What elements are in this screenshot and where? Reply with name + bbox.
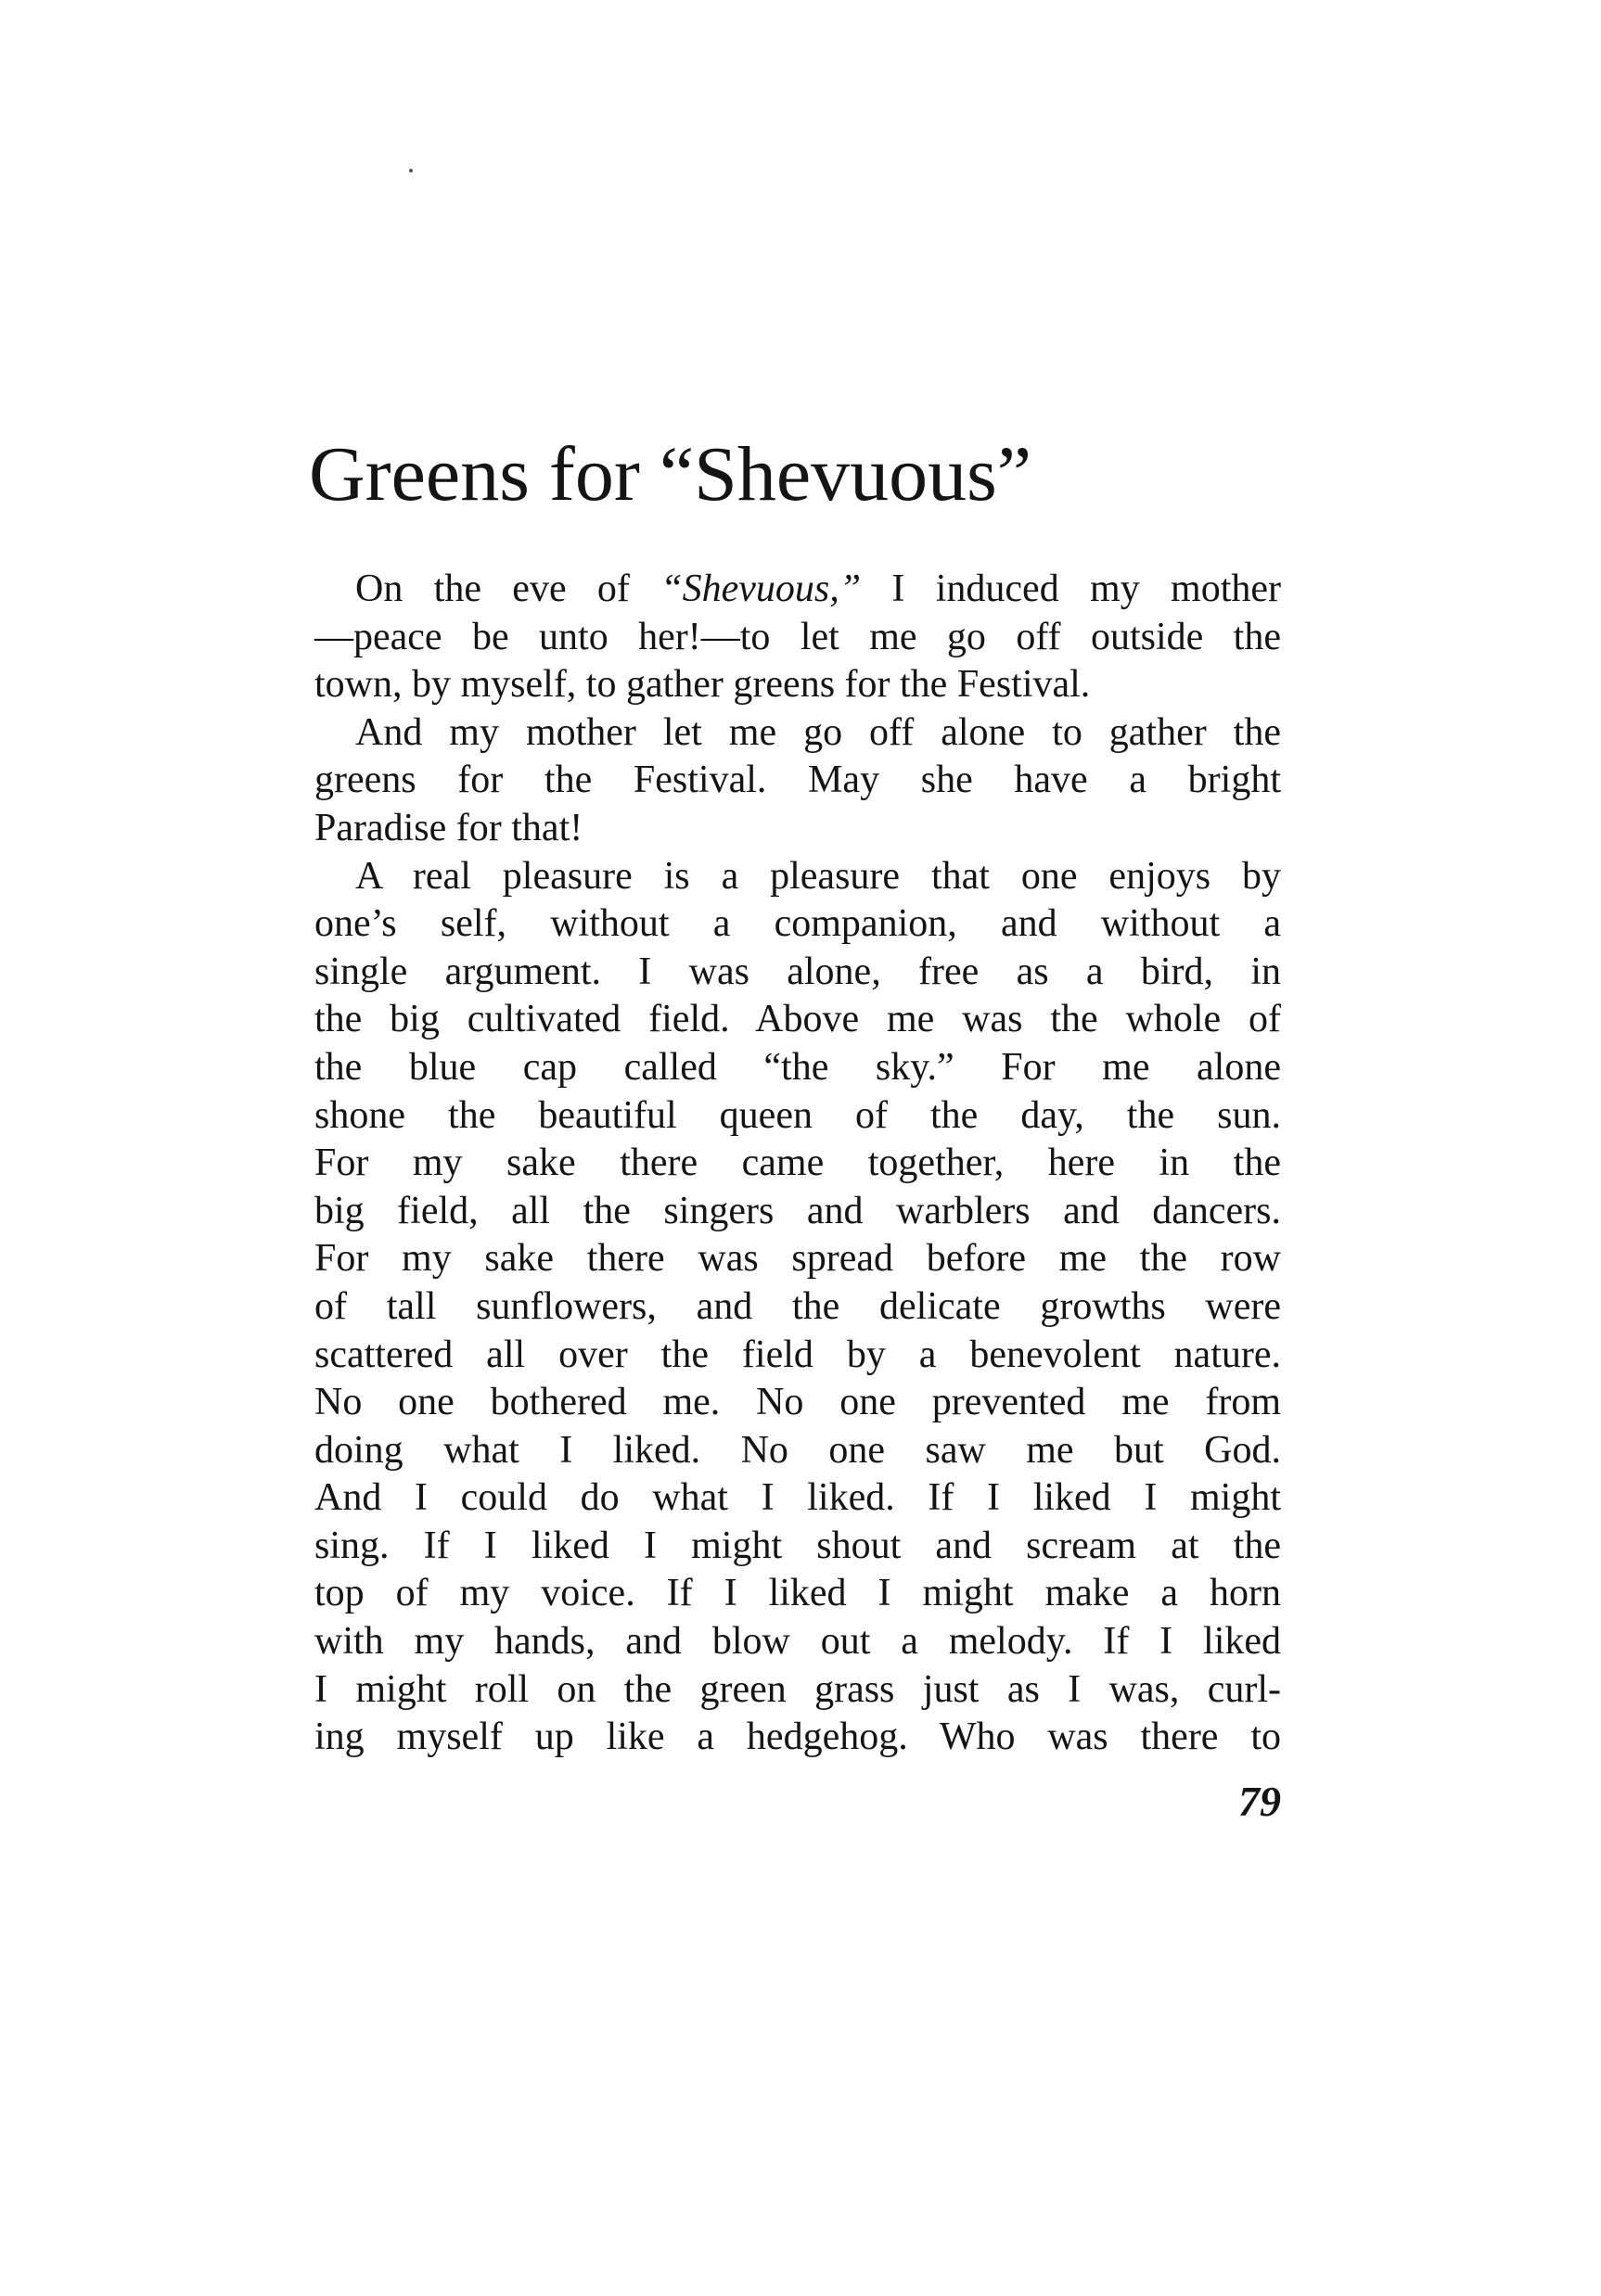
text-segment: scattered all over the field by a benevolent nature. (314, 1333, 1281, 1376)
text-segment: the blue cap called “the sky.” For me alone (314, 1045, 1281, 1089)
text-line (314, 614, 1281, 662)
text-segment: sing. If I liked I might shout and scream at the (314, 1524, 1281, 1567)
text-line (314, 1283, 1281, 1332)
body-text (314, 566, 1281, 1762)
text-segment: And I could do what I liked. If I liked I might (314, 1476, 1281, 1520)
text-segment: one’s self, without a companion, and without a (314, 902, 1281, 946)
text-segment: On the eve of (355, 568, 661, 610)
text-segment: the big cultivated field. Above me was the whole of (314, 998, 1281, 1041)
text-line (314, 661, 1281, 709)
text-line (314, 1570, 1281, 1618)
italic-text: “Shevuous,” (660, 568, 862, 610)
text-line (314, 949, 1281, 997)
text-line (314, 1666, 1281, 1715)
text-line (314, 805, 1281, 853)
text-segment: greens for the Festival. May she have a bright (314, 759, 1281, 802)
chapter-title: Greens for “Shevuous” (309, 431, 1032, 517)
text-line (314, 1379, 1281, 1427)
text-line (314, 1188, 1281, 1236)
text-segment: top of my voice. If I liked I might make a horn (314, 1572, 1281, 1615)
text-line (314, 900, 1281, 949)
text-segment: —peace be unto her!—to let me go off outside the (314, 615, 1281, 658)
text-segment: Paradise for that! (314, 806, 583, 849)
text-line (314, 853, 1281, 901)
page-number: 79 (1238, 1778, 1281, 1825)
text-line (314, 1474, 1281, 1523)
text-segment: with my hands, and blow out a melody. If I liked (314, 1620, 1281, 1664)
text-segment: No one bothered me. No one prevented me from (314, 1381, 1281, 1424)
ink-speck (409, 169, 413, 172)
text-line (314, 709, 1281, 758)
text-segment: doing what I liked. No one saw me but God. (314, 1428, 1281, 1472)
text-segment: ing myself up like a hedgehog. Who was there to (314, 1716, 1281, 1759)
text-line (314, 1092, 1281, 1141)
text-segment: town, by myself, to gather greens for the Festival. (314, 663, 1091, 707)
text-line (314, 1523, 1281, 1571)
text-segment: shone the beautiful queen of the day, the sun. (314, 1093, 1281, 1137)
text-segment: single argument. I was alone, free as a bird, in (314, 950, 1281, 993)
text-segment: of tall sunflowers, and the delicate growths were (314, 1284, 1281, 1328)
text-line (314, 1714, 1281, 1762)
text-line (314, 1140, 1281, 1188)
text-line (314, 1618, 1281, 1666)
text-segment: I might roll on the green grass just as I was, curl- (314, 1667, 1281, 1711)
text-segment: For my sake there was spread before me the row (314, 1237, 1281, 1281)
text-segment: big field, all the singers and warblers and dancers. (314, 1189, 1281, 1232)
text-line (314, 1332, 1281, 1380)
text-segment: I induced my mother (861, 568, 1281, 610)
text-segment: And my mother let me go off alone to gather the (355, 710, 1281, 754)
text-line (314, 1235, 1281, 1283)
text-line (314, 1044, 1281, 1092)
text-line (314, 566, 1281, 614)
text-line (314, 996, 1281, 1044)
text-line (314, 1427, 1281, 1475)
text-segment: A real pleasure is a pleasure that one enjoys by (355, 854, 1281, 898)
text-segment: For my sake there came together, here in the (314, 1142, 1281, 1185)
text-line (314, 757, 1281, 805)
